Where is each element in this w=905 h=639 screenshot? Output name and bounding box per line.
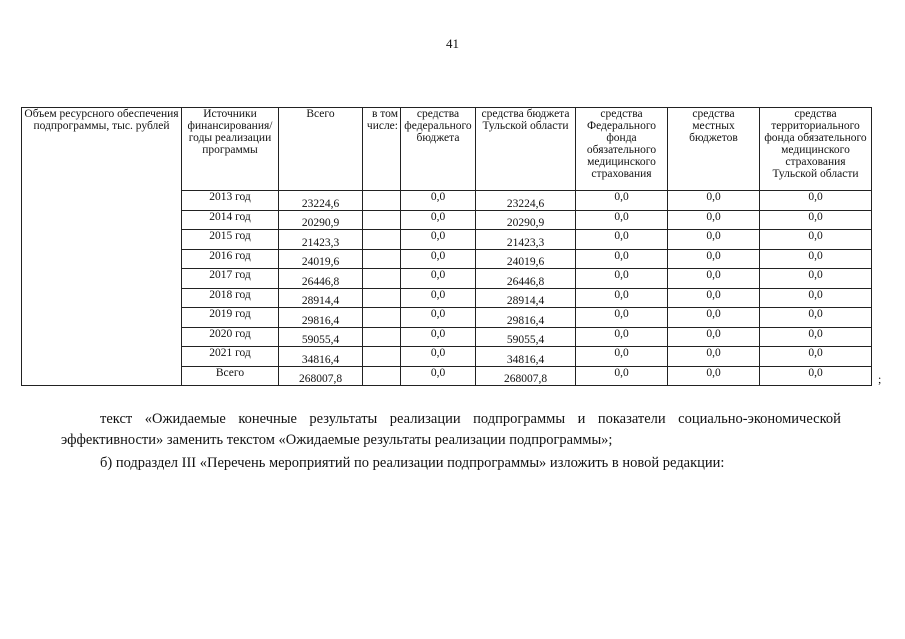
row-including <box>363 249 401 269</box>
text-word: конечные <box>238 411 297 427</box>
page-number: 41 <box>446 36 459 51</box>
row-total: 29816,4 <box>279 308 363 328</box>
row-federal: 0,0 <box>401 230 476 250</box>
row-including <box>363 210 401 230</box>
row-regional: 24019,6 <box>476 249 576 269</box>
table-end-mark: ; <box>878 372 882 386</box>
header-federal: средства федерального бюджета <box>401 108 476 191</box>
text-word: текст <box>100 411 133 427</box>
row-local: 0,0 <box>668 269 760 289</box>
header-ffoms: средства Федерального фонда обязательного медицинского страхования <box>576 108 668 191</box>
row-local: 0,0 <box>668 308 760 328</box>
row-total: 21423,3 <box>279 230 363 250</box>
row-local: 0,0 <box>668 347 760 367</box>
row-total: 24019,6 <box>279 249 363 269</box>
row-including <box>363 191 401 211</box>
row-total: 20290,9 <box>279 210 363 230</box>
row-including <box>363 230 401 250</box>
paragraph-2: б) подраздел III «Перечень мероприятий по реализации подпрограммы» изложить в новой редакции: <box>100 455 725 471</box>
row-regional: 28914,4 <box>476 288 576 308</box>
row-regional: 29816,4 <box>476 308 576 328</box>
row-federal: 0,0 <box>401 210 476 230</box>
row-including <box>363 308 401 328</box>
row-including <box>363 327 401 347</box>
row-tfoms: 0,0 <box>760 210 872 230</box>
row-regional: 34816,4 <box>476 347 576 367</box>
row-total: 268007,8 <box>279 366 363 386</box>
row-ffoms: 0,0 <box>576 269 668 289</box>
row-regional: 21423,3 <box>476 230 576 250</box>
header-including: в том числе: <box>363 108 401 191</box>
row-tfoms: 0,0 <box>760 269 872 289</box>
row-tfoms: 0,0 <box>760 288 872 308</box>
row-total: 28914,4 <box>279 288 363 308</box>
row-local: 0,0 <box>668 288 760 308</box>
row-total: 26446,8 <box>279 269 363 289</box>
text-word: показатели <box>597 411 666 427</box>
row-local: 0,0 <box>668 230 760 250</box>
row-ffoms: 0,0 <box>576 288 668 308</box>
row-federal: 0,0 <box>401 249 476 269</box>
row-tfoms: 0,0 <box>760 347 872 367</box>
row-year: 2013 год <box>182 191 279 211</box>
row-federal: 0,0 <box>401 269 476 289</box>
paragraph-1-line-2: эффективности» заменить текстом «Ожидаемые результаты реализации подпрограммы»; <box>61 432 613 448</box>
row-year: Всего <box>182 366 279 386</box>
header-total: Всего <box>279 108 363 191</box>
row-tfoms: 0,0 <box>760 191 872 211</box>
row-year: 2017 год <box>182 269 279 289</box>
header-sources: Источники финансирования/ годы реализации программы <box>182 108 279 191</box>
row-federal: 0,0 <box>401 347 476 367</box>
row-including <box>363 269 401 289</box>
row-ffoms: 0,0 <box>576 230 668 250</box>
row-tfoms: 0,0 <box>760 366 872 386</box>
row-year: 2019 год <box>182 308 279 328</box>
header-tfoms: средства территориального фонда обязательного медицинского страхования Тульской области <box>760 108 872 191</box>
row-ffoms: 0,0 <box>576 210 668 230</box>
row-year: 2015 год <box>182 230 279 250</box>
row-year: 2021 год <box>182 347 279 367</box>
row-federal: 0,0 <box>401 366 476 386</box>
row-including <box>363 288 401 308</box>
row-local: 0,0 <box>668 366 760 386</box>
row-regional: 268007,8 <box>476 366 576 386</box>
text-word: реализации <box>389 411 461 427</box>
funding-table <box>21 107 872 386</box>
row-tfoms: 0,0 <box>760 249 872 269</box>
row-local: 0,0 <box>668 191 760 211</box>
row-ffoms: 0,0 <box>576 366 668 386</box>
row-ffoms: 0,0 <box>576 327 668 347</box>
row-year: 2018 год <box>182 288 279 308</box>
text-word: «Ожидаемые <box>144 411 226 427</box>
row-regional: 26446,8 <box>476 269 576 289</box>
row-federal: 0,0 <box>401 308 476 328</box>
row-regional: 23224,6 <box>476 191 576 211</box>
row-regional: 20290,9 <box>476 210 576 230</box>
text-word: социально-экономической <box>678 411 841 427</box>
row-local: 0,0 <box>668 249 760 269</box>
row-federal: 0,0 <box>401 191 476 211</box>
row-ffoms: 0,0 <box>576 191 668 211</box>
row-federal: 0,0 <box>401 288 476 308</box>
row-including <box>363 347 401 367</box>
row-ffoms: 0,0 <box>576 249 668 269</box>
text-word: подпрограммы <box>473 411 566 427</box>
text-word: результаты <box>309 411 378 427</box>
header-regional: средства бюджета Тульской области <box>476 108 576 191</box>
header-local: средства местных бюджетов <box>668 108 760 191</box>
row-tfoms: 0,0 <box>760 308 872 328</box>
row-year: 2016 год <box>182 249 279 269</box>
text-word: и <box>577 411 586 427</box>
row-federal: 0,0 <box>401 327 476 347</box>
row-tfoms: 0,0 <box>760 327 872 347</box>
row-local: 0,0 <box>668 210 760 230</box>
row-total: 23224,6 <box>279 191 363 211</box>
row-ffoms: 0,0 <box>576 347 668 367</box>
table-header-row <box>22 108 872 191</box>
row-tfoms: 0,0 <box>760 230 872 250</box>
row-total: 34816,4 <box>279 347 363 367</box>
row-year: 2014 год <box>182 210 279 230</box>
paragraph-1-line-1 <box>100 411 841 428</box>
row-year: 2020 год <box>182 327 279 347</box>
header-resource-volume: Объем ресурсного обеспечения подпрограммы, тыс. рублей <box>22 108 182 386</box>
row-total: 59055,4 <box>279 327 363 347</box>
row-ffoms: 0,0 <box>576 308 668 328</box>
row-local: 0,0 <box>668 327 760 347</box>
row-regional: 59055,4 <box>476 327 576 347</box>
row-including <box>363 366 401 386</box>
